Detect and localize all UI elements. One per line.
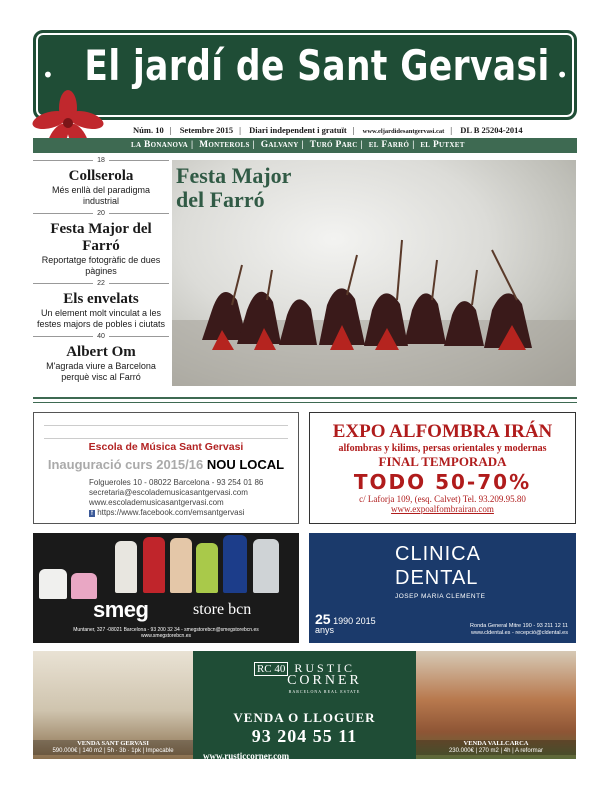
music-facebook-url: https://www.facebook.com/emsantgervasi: [97, 508, 245, 517]
dental-years-number: 25: [315, 611, 331, 627]
music-facebook[interactable]: [89, 508, 298, 519]
dental-line-2: DENTAL: [395, 567, 479, 589]
rustic-name: CORNER: [287, 673, 362, 688]
dental-address: Ronda General Mitre 190 - 93 211 12 11: [470, 623, 568, 629]
article-teaser[interactable]: [33, 333, 169, 383]
tagline: Diari independent i gratuït: [249, 125, 347, 135]
music-inauguration: [34, 457, 298, 472]
property-detail: 590.000€ | 140 m2 | 5h · 3b · 1pk | Impecable: [52, 748, 174, 754]
rustic-web[interactable]: www.rusticcorner.com: [203, 751, 290, 759]
carpet-web[interactable]: www.expoalfombrairan.com: [391, 504, 494, 514]
divider: [33, 402, 577, 403]
music-contact: [34, 478, 298, 519]
music-address: Folgueroles 10 - 08022 Barcelona - 93 254 01 86: [89, 478, 264, 487]
fridge-icon: [115, 541, 137, 593]
property-caption: [416, 740, 576, 755]
dental-line-1: CLINICA: [395, 543, 481, 565]
masthead-dot-left: •: [42, 63, 54, 87]
neighborhood-item: el Putxet: [420, 140, 465, 150]
article-subtitle: Un element molt vinculat a les festes majors de pobles i ciutats: [36, 308, 166, 329]
article-title: Collserola: [68, 168, 134, 184]
article-teaser[interactable]: [33, 157, 169, 207]
article-page: 40: [93, 333, 109, 340]
smeg-web[interactable]: www.smegstorebcn.es: [140, 633, 192, 639]
carpet-title: EXPO ALFOMBRA IRÁN: [332, 421, 553, 442]
rustic-offer: VENDA O LLOGUER: [233, 710, 376, 725]
dental-web[interactable]: www.cldental.es - recepció@cldental.es: [471, 630, 568, 636]
issue-date: Setembre 2015: [179, 125, 234, 135]
article-teaser[interactable]: [33, 210, 169, 277]
neighborhood-item: Galvany: [260, 140, 299, 150]
article-title: Albert Om: [66, 344, 136, 360]
divider: [33, 397, 577, 399]
article-page: 20: [93, 210, 109, 217]
fridge-icon: [196, 543, 218, 593]
main-story-title-line: del Farró: [176, 187, 265, 212]
article-teaser[interactable]: [33, 280, 169, 330]
ad-rustic-corner[interactable]: [33, 651, 576, 759]
property-photo-right[interactable]: [416, 651, 576, 759]
ad-smeg-store[interactable]: [33, 533, 299, 643]
appliance-icon: [71, 573, 97, 599]
fridge-icon: [253, 539, 279, 593]
ad-music-school[interactable]: [33, 412, 299, 524]
main-story-title-line: Festa Major: [176, 163, 292, 188]
masthead: [33, 30, 577, 120]
music-inaug-text: Inauguració curs 2015/16: [47, 457, 204, 472]
fridge-icon: [143, 537, 165, 593]
music-web[interactable]: www.escolademusicasantgervasi.com: [89, 498, 224, 507]
neighborhood-item: la Bonanova: [131, 140, 188, 150]
main-photo[interactable]: [172, 160, 576, 386]
music-new-location: NOU LOCAL: [206, 457, 285, 472]
website-link[interactable]: www.eljardidesantgervasi.cat: [362, 128, 445, 135]
appliance-icon: [39, 569, 67, 599]
dental-years-word: anys: [315, 625, 335, 635]
carpet-subtitle: alfombras y kilims, persas orientales y modernas: [338, 443, 547, 454]
facebook-icon: f: [91, 510, 93, 517]
fridge-icon: [170, 538, 192, 593]
ad-carpet-expo[interactable]: [309, 412, 576, 524]
rustic-subtitle: BARCELONA REAL ESTATE: [288, 689, 361, 694]
property-title: VENDA VALLCARCA: [463, 740, 529, 747]
legal-deposit: DL B 25204-2014: [460, 125, 523, 135]
smeg-logo: smeg: [93, 597, 149, 622]
dental-doctor: JOSEP MARIA CLEMENTE: [395, 593, 486, 600]
neighborhood-item: el Farró: [368, 140, 410, 150]
dental-contact: [470, 623, 568, 637]
music-school-name: Escola de Música Sant Gervasi: [88, 441, 244, 453]
dental-anniversary: [315, 611, 376, 635]
issue-line: Núm. 10 | Setembre 2015 | Diari independent i gratuït | www.eljardidesantgervasi.cat | DL B 25204-2014: [133, 125, 523, 135]
neighborhood-item: Turó Parc: [309, 140, 358, 150]
carpet-season: FINAL TEMPORADA: [378, 454, 507, 469]
property-photo-left[interactable]: [33, 651, 193, 759]
smeg-address-line: Muntaner, 327 -08021 Barcelona - 93 200 32 34 - smegstorebcn@smegstorebcn.es: [73, 627, 259, 633]
property-caption: [33, 740, 193, 755]
masthead-dot-right: •: [556, 63, 568, 87]
ad-dental-clinic[interactable]: [309, 533, 576, 643]
music-email[interactable]: secretaria@escolademusicasantgervasi.com: [89, 488, 248, 497]
fridge-icon: [223, 535, 247, 593]
rustic-phone[interactable]: 93 204 55 11: [251, 726, 358, 746]
carpet-address: c/ Laforja 109, (esq. Calvet) Tel. 93.209.95.80: [359, 494, 526, 504]
neighborhood-item: Monterols: [199, 140, 250, 150]
staff-lines: [44, 425, 288, 439]
article-subtitle: Més enllà del paradigma industrial: [51, 185, 151, 206]
masthead-title: El jardí de Sant Gervasi: [84, 41, 550, 90]
neighborhood-bar: la Bonanova | Monterols | Galvany | Turó Parc | el Farró | el Putxet: [33, 138, 577, 153]
rustic-badge: RC 40: [254, 662, 288, 676]
smeg-store-name: store bcn: [193, 601, 252, 618]
article-subtitle: M'agrada viure a Barcelona perquè visc al Farró: [46, 361, 156, 382]
rustic-branding: [203, 651, 406, 759]
property-detail: 230.000€ | 270 m2 | 4h | A reformar: [448, 748, 544, 754]
article-page: 18: [93, 157, 109, 164]
article-title: Festa Major del Farró: [50, 221, 152, 254]
main-story-title: [176, 164, 291, 212]
property-title: VENDA SANT GERVASI: [77, 740, 149, 747]
carpet-discount: TODO 50-70%: [353, 470, 532, 494]
contents-column: [33, 157, 169, 389]
article-subtitle: Reportatge fotogràfic de dues pàgines: [41, 255, 161, 276]
dental-years-range: 1990 2015: [333, 616, 376, 626]
smeg-address: [33, 627, 299, 639]
article-page: 22: [93, 280, 109, 287]
article-title: Els envelats: [63, 291, 139, 307]
rustic-name-top: RUSTIC: [294, 661, 356, 675]
issue-number: Núm. 10: [133, 125, 164, 135]
